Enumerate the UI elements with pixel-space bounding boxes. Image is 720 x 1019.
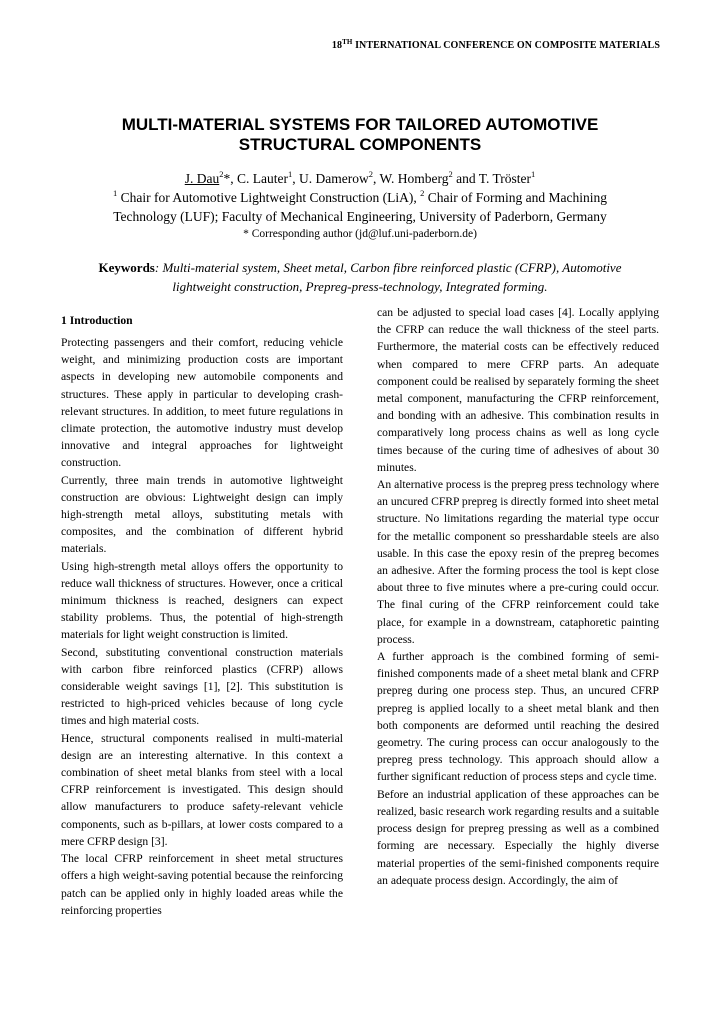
corresponding-star: * [223, 171, 231, 186]
paragraph: A further approach is the combined forming of semi-finished components made of a sheet metal blank and CFRP prepreg during one process step. Thus, an uncured CFRP prepreg is applied locally to a sheet metal blank and then both components are deformed until reaching the desired geometry. The curing process can occur analogously to the prepreg press technology. This approach should allow a further significant reduction of process steps and cycle time. [377, 650, 659, 784]
conference-name: INTERNATIONAL CONFERENCE ON COMPOSITE MATERIALS [355, 40, 660, 51]
affiliation-2-text: Chair of Forming and Machining [427, 190, 608, 205]
paragraph: Hence, structural components realised in multi-material design are an interesting alternative. In this context a combination of sheet metal blanks from steel with a local CFRP reinforcement is investigated. This design should allow manufacturers to produce safety-relevant vehicle components, such as b-pillars, at lower costs compared to a mere CFRP design [3]. [61, 731, 343, 848]
title-line-2: STRUCTURAL COMPONENTS [238, 135, 482, 154]
author-2-affil: 1 [287, 169, 293, 179]
author-3-affil: 2 [368, 169, 373, 179]
keywords-label: Keywords [98, 260, 155, 275]
keywords-text: : Multi-material system, Sheet metal, Carbon fibre reinforced plastic (CFRP), Automotive lightweight construction, Prepreg-press-technology, Integrated forming. [154, 260, 622, 294]
author-5-affil: 1 [531, 169, 536, 179]
affiliations [40, 188, 680, 226]
paragraph: can be adjusted to special load cases [4]. Locally applying the CFRP can reduce the wall thickness of the steel parts. Furthermore, the material costs can be effectively reduced when compared to mere CFRP parts. An adequate component could be realised by separately forming the sheet metal component, manufacturing the CFRP reinforcement, and bonding with an adhesive. This combination results in comparatively long process chains as well as long cycle times because of the curing time of adhesives of about 30 minutes. [377, 306, 659, 474]
conference-number-suffix: TH [342, 38, 353, 46]
affiliation-line-2: Technology (LUF); Faculty of Mechanical Engineering, University of Paderborn, Germany [113, 209, 607, 224]
author-4-affil: 2 [448, 169, 453, 179]
paragraph: Second, substituting conventional construction materials with carbon fibre reinforced plastics (CFRP) allows considerable weight savings [1], [2]. This substitution is restricted to high-priced vehicles because of long cycle times and high material costs. [61, 645, 343, 728]
running-header [0, 40, 720, 51]
right-column [377, 304, 659, 889]
author-1-affil: 2 [219, 169, 224, 179]
paper-title [60, 115, 660, 155]
paragraph: The local CFRP reinforcement in sheet metal structures offers a high weight-saving potential because the reinforcing patch can be applied only in highly loaded areas while the reinforcing properties [61, 852, 343, 917]
affiliation-1-text: Chair for Automotive Lightweight Construction (LiA), [120, 190, 417, 205]
keywords-block [90, 258, 630, 296]
author-list: J. Dau$^2$*, C. Lauter$^1$, U. Damerow$^2$, W. Homberg$^2$ and T. Tröster$^1$ [184, 169, 536, 186]
left-column [61, 304, 343, 919]
author-5-name: T. Tröster [478, 171, 531, 186]
author-4-name: W. Homberg [379, 171, 449, 186]
paragraph: Protecting passengers and their comfort, reducing vehicle weight, and minimizing production costs are important aspects in developing new automobile components and structures. These apply in particular to developing crash-relevant structures. In addition, to meet future regulations in climate protection, the automotive industry must develop innovative and integral approaches for lightweight construction. [61, 336, 343, 470]
paragraph: An alternative process is the prepreg press technology where an uncured CFRP prepreg is directly formed into sheet metal structure. No limitations regarding the material type occur for the metallic component so presshardable steels are also usable. In this case the epoxy resin of the prepreg becomes an adhesive. After the forming process the tool is kept close about three to five minutes where a pre-curing could occur. The final curing of the CFRP reinforcement could take place, for example in a downstream, cataphoretic painting process. [377, 478, 660, 646]
author-1-name: J. Dau [184, 171, 220, 186]
section-heading-introduction: 1 Introduction [61, 314, 133, 327]
corresponding-author: * Corresponding author (jd@luf.uni-paderborn.de) [243, 228, 477, 240]
conference-number: 18 [331, 40, 343, 51]
paragraph: Before an industrial application of these approaches can be realized, basic research work regarding results and a suitable process design for prepreg pressing as well as a combined forming are necessary. Especially the highly diverse material properties of the semi-finished components require an adequate process design. Accordingly, the aim of [377, 787, 659, 887]
affiliation-2-marker: 2 [420, 188, 425, 198]
paragraph: Currently, three main trends in automotive lightweight construction are obvious: Lightweight design can imply high-strength metal alloys, substituting metals with composites, and the combination of different hybrid materials. [61, 473, 343, 556]
author-3-name: U. Damerow [298, 171, 369, 186]
affiliation-line-1 [40, 188, 680, 207]
title-line-1: MULTI-MATERIAL SYSTEMS FOR TAILORED AUTOMOTIVE [121, 115, 599, 134]
paragraph: Using high-strength metal alloys offers the opportunity to reduce wall thickness of structures. However, once a critical minimum thickness is reached, designers can expect stability problems. Thus, the potential of high-strength materials for light weight construction is limited. [61, 559, 343, 642]
author-conjunction: and [456, 171, 476, 186]
author-2-name: C. Lauter [236, 171, 288, 186]
affiliation-1-marker: 1 [112, 188, 118, 198]
